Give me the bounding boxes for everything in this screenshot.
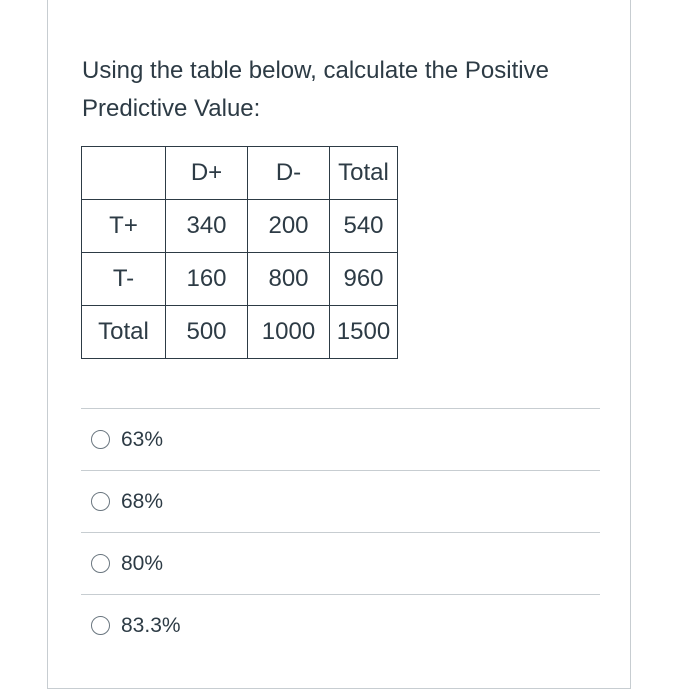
answer-label[interactable]: 68%: [121, 489, 164, 513]
table-row: [82, 200, 398, 253]
question-card: [47, 0, 631, 689]
table-header-cell: [82, 147, 166, 200]
table-row-label: T-: [82, 253, 166, 306]
answer-label[interactable]: 83.3%: [121, 613, 181, 637]
table-header-cell: Total: [330, 147, 398, 200]
table-cell: 540: [330, 200, 398, 253]
table-cell: 160: [166, 253, 248, 306]
answer-option-3[interactable]: [81, 532, 600, 594]
question-text: Using the table below, calculate the Positive Predictive Value:: [82, 57, 549, 122]
answer-list: [81, 408, 600, 656]
table-header-row: [82, 147, 398, 200]
radio-button[interactable]: [91, 430, 110, 449]
table-row: [82, 253, 398, 306]
answer-label[interactable]: 63%: [121, 427, 164, 451]
radio-button[interactable]: [91, 616, 110, 635]
radio-button[interactable]: [91, 554, 110, 573]
answer-option-1[interactable]: [81, 408, 600, 470]
table-cell: 1000: [248, 306, 330, 359]
table-cell: 200: [248, 200, 330, 253]
table-header-cell: D-: [248, 147, 330, 200]
table-row-label: Total: [82, 306, 166, 359]
table-cell: 960: [330, 253, 398, 306]
table-row: [82, 306, 398, 359]
table-row-label: T+: [82, 200, 166, 253]
radio-button[interactable]: [91, 492, 110, 511]
table-header-cell: D+: [166, 147, 248, 200]
contingency-table: [81, 146, 398, 359]
table-cell: 500: [166, 306, 248, 359]
answer-option-4[interactable]: [81, 594, 600, 656]
answer-label[interactable]: 80%: [121, 551, 164, 575]
table-cell: 800: [248, 253, 330, 306]
answer-option-2[interactable]: [81, 470, 600, 532]
table-cell: 340: [166, 200, 248, 253]
table-cell: 1500: [330, 306, 398, 359]
